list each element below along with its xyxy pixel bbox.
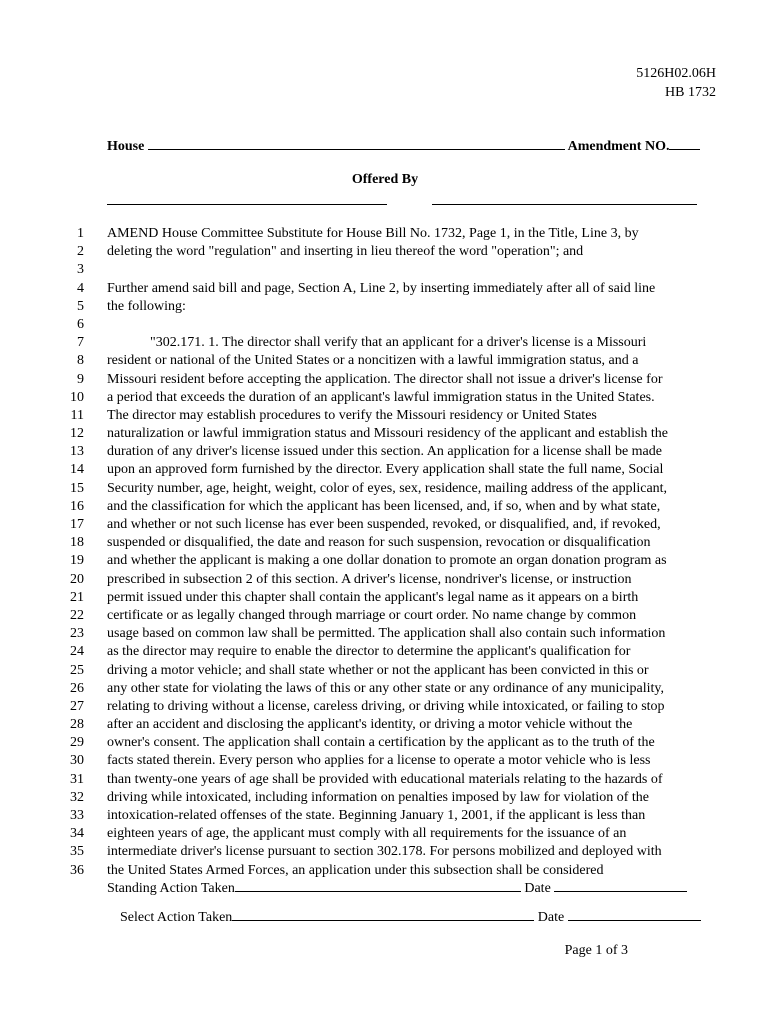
line-number: 18	[70, 535, 84, 551]
line-text: facts stated therein. Every person who applies for a license to operate a motor vehicle who is less	[107, 753, 651, 769]
offered-by-label: Offered By	[351, 172, 419, 187]
select-date-label: Date	[537, 910, 565, 925]
page-number: Page 1 of 3	[564, 943, 628, 958]
line-number: 26	[70, 680, 84, 696]
text-line	[0, 825, 770, 843]
text-line	[0, 498, 770, 516]
line-number: 4	[77, 280, 84, 296]
line-number: 8	[77, 353, 84, 369]
line-text: resident or national of the United States or a noncitizen with a lawful immigration status, and a	[107, 353, 639, 369]
line-text: eighteen years of age, the applicant must comply with all requirements for the issuance of an	[107, 826, 627, 842]
select-date-blank	[568, 907, 701, 921]
line-number: 35	[70, 844, 84, 860]
line-number: 12	[70, 426, 84, 442]
line-number: 33	[70, 808, 84, 823]
line-number: 27	[70, 698, 84, 714]
line-number: 25	[70, 662, 84, 678]
text-line	[0, 407, 770, 425]
text-line	[0, 261, 770, 279]
line-number: 29	[70, 735, 84, 751]
line-text: permit issued under this chapter shall contain the applicant's legal name as it appears on a birth	[107, 589, 639, 605]
text-line	[0, 771, 770, 789]
line-number: 32	[70, 789, 84, 805]
line-number: 31	[70, 771, 84, 787]
line-number: 21	[70, 589, 84, 605]
house-amendment-line	[107, 136, 700, 155]
line-number: 24	[70, 644, 84, 660]
line-text: Security number, age, height, weight, color of eyes, sex, residence, mailing address of the applicant,	[107, 480, 668, 496]
line-text: "302.171. 1. The director shall verify that an applicant for a driver's license is a Missouri	[150, 335, 647, 351]
amendment-number-label: Amendment NO.	[567, 139, 670, 154]
text-line	[0, 734, 770, 752]
sponsor-signature-line-left	[107, 204, 387, 205]
line-number: 30	[70, 753, 84, 769]
text-line	[0, 225, 770, 243]
line-number: 15	[70, 480, 84, 496]
standing-action-blank	[235, 878, 521, 892]
line-text: deleting the word "regulation" and inserting in lieu thereof the word "operation"; and	[107, 244, 584, 260]
standing-action-row	[107, 878, 687, 897]
text-line	[0, 571, 770, 589]
line-number: 14	[70, 462, 84, 478]
text-line	[0, 552, 770, 570]
text-line	[0, 643, 770, 661]
line-number: 13	[70, 444, 84, 460]
line-number: 22	[70, 607, 84, 623]
standing-action-label: Standing Action Taken	[107, 881, 235, 896]
text-line	[0, 352, 770, 370]
text-line	[0, 389, 770, 407]
line-text: naturalization or lawful immigration status and Missouri residency of the applicant and establish the	[107, 426, 669, 442]
document-id-block	[636, 64, 716, 102]
sponsor-signature-line-right	[432, 204, 697, 205]
text-line	[0, 752, 770, 770]
line-text: owner's consent. The application shall contain a certification by the applicant as to the truth of the	[107, 735, 655, 751]
line-number: 2	[77, 244, 84, 260]
house-label: House	[107, 139, 145, 154]
amendment-number-blank	[669, 136, 700, 150]
line-text: The director may establish procedures to verify the Missouri residency or United States	[107, 407, 597, 423]
line-text: upon an approved form furnished by the director. Every application shall state the full name, Social	[107, 462, 664, 478]
line-number: 6	[77, 316, 84, 332]
select-action-blank	[232, 907, 534, 921]
line-text: intermediate driver's license pursuant to section 302.178. For persons mobilized and deployed with	[107, 844, 662, 860]
line-text: and the classification for which the applicant has been licensed, and, if so, when and by what state,	[107, 498, 661, 514]
line-number: 23	[70, 626, 84, 642]
text-line	[0, 334, 770, 352]
line-number: 9	[77, 371, 84, 387]
bill-number: HB 1732	[665, 85, 716, 100]
line-number: 5	[77, 298, 84, 314]
line-number: 11	[70, 407, 84, 423]
line-text: relating to driving without a license, careless driving, or driving while intoxicated, or failing to stop	[107, 698, 665, 714]
document-id: 5126H02.06H	[636, 66, 716, 81]
text-line	[0, 371, 770, 389]
line-number: 34	[70, 826, 84, 842]
line-number: 36	[70, 862, 84, 878]
house-blank-line	[148, 136, 565, 150]
line-text: driving a motor vehicle; and shall state whether or not the applicant has been convicted in this or	[107, 662, 649, 678]
line-text: suspended or disqualified, the date and reason for such suspension, revocation or disqualification	[107, 535, 651, 551]
text-line	[0, 789, 770, 807]
text-line	[0, 843, 770, 861]
text-line	[0, 298, 770, 316]
text-line	[0, 534, 770, 552]
line-number: 3	[77, 262, 84, 278]
line-text: the following:	[107, 298, 186, 314]
line-number: 20	[70, 571, 84, 587]
line-text: than twenty-one years of age shall be provided with educational materials relating to the hazards of	[107, 771, 663, 787]
line-text: Missouri resident before accepting the application. The director shall not issue a driver's license for	[107, 371, 663, 387]
line-text: and whether the applicant is making a one dollar donation to promote an organ donation program as	[107, 553, 667, 569]
standing-date-blank	[554, 878, 687, 892]
line-text: Further amend said bill and page, Section A, Line 2, by inserting immediately after all of said line	[107, 280, 656, 296]
line-text: driving while intoxicated, including information on penalties imposed by law for violation of the	[107, 789, 650, 805]
standing-date-label: Date	[524, 881, 551, 896]
line-text: certificate or as legally changed through marriage or court order. No name change by common	[107, 607, 637, 623]
line-text: usage based on common law shall be permitted. The application shall also contain such information	[107, 626, 666, 642]
line-number: 17	[70, 517, 84, 532]
text-line	[0, 680, 770, 698]
text-line	[0, 316, 770, 334]
line-text: a period that exceeds the duration of an applicant's lawful immigration status in the United States.	[107, 389, 655, 405]
line-number: 1	[77, 226, 84, 241]
text-line	[0, 280, 770, 298]
select-action-row	[120, 907, 701, 926]
line-text: and whether or not such license has ever been suspended, revoked, or disqualified, and, if revoked,	[107, 517, 661, 532]
text-line	[0, 589, 770, 607]
text-line	[0, 480, 770, 498]
text-line	[0, 461, 770, 479]
text-line	[0, 425, 770, 443]
line-text: prescribed in subsection 2 of this section. A driver's license, nondriver's license, or instruction	[107, 571, 632, 587]
text-line	[0, 607, 770, 625]
select-action-label: Select Action Taken	[120, 910, 233, 925]
line-number: 7	[77, 335, 84, 351]
text-line	[0, 716, 770, 734]
line-text: the United States Armed Forces, an application under this subsection shall be considered	[107, 862, 604, 878]
text-line	[0, 662, 770, 680]
line-text: duration of any driver's license issued under this section. An application for a license shall be made	[107, 444, 662, 460]
line-text: as the director may require to enable the director to determine the applicant's qualification for	[107, 644, 631, 660]
text-line	[0, 443, 770, 461]
line-number: 16	[70, 498, 84, 514]
line-text: any other state for violating the laws of this or any other state or any ordinance of any municipality,	[107, 680, 664, 696]
line-text: after an accident and disclosing the applicant's identity, or driving a motor vehicle without the	[107, 717, 633, 733]
line-number: 28	[70, 717, 84, 733]
amendment-text	[0, 225, 770, 880]
line-text: intoxication-related offenses of the state. Beginning January 1, 2001, if the applicant is less than	[107, 808, 646, 823]
text-line	[0, 516, 770, 534]
line-number: 19	[70, 553, 84, 569]
line-text: AMEND House Committee Substitute for House Bill No. 1732, Page 1, in the Title, Line 3, by	[107, 226, 639, 241]
text-line	[0, 807, 770, 825]
line-number: 10	[70, 389, 84, 405]
text-line	[0, 698, 770, 716]
text-line	[0, 243, 770, 261]
text-line	[0, 625, 770, 643]
